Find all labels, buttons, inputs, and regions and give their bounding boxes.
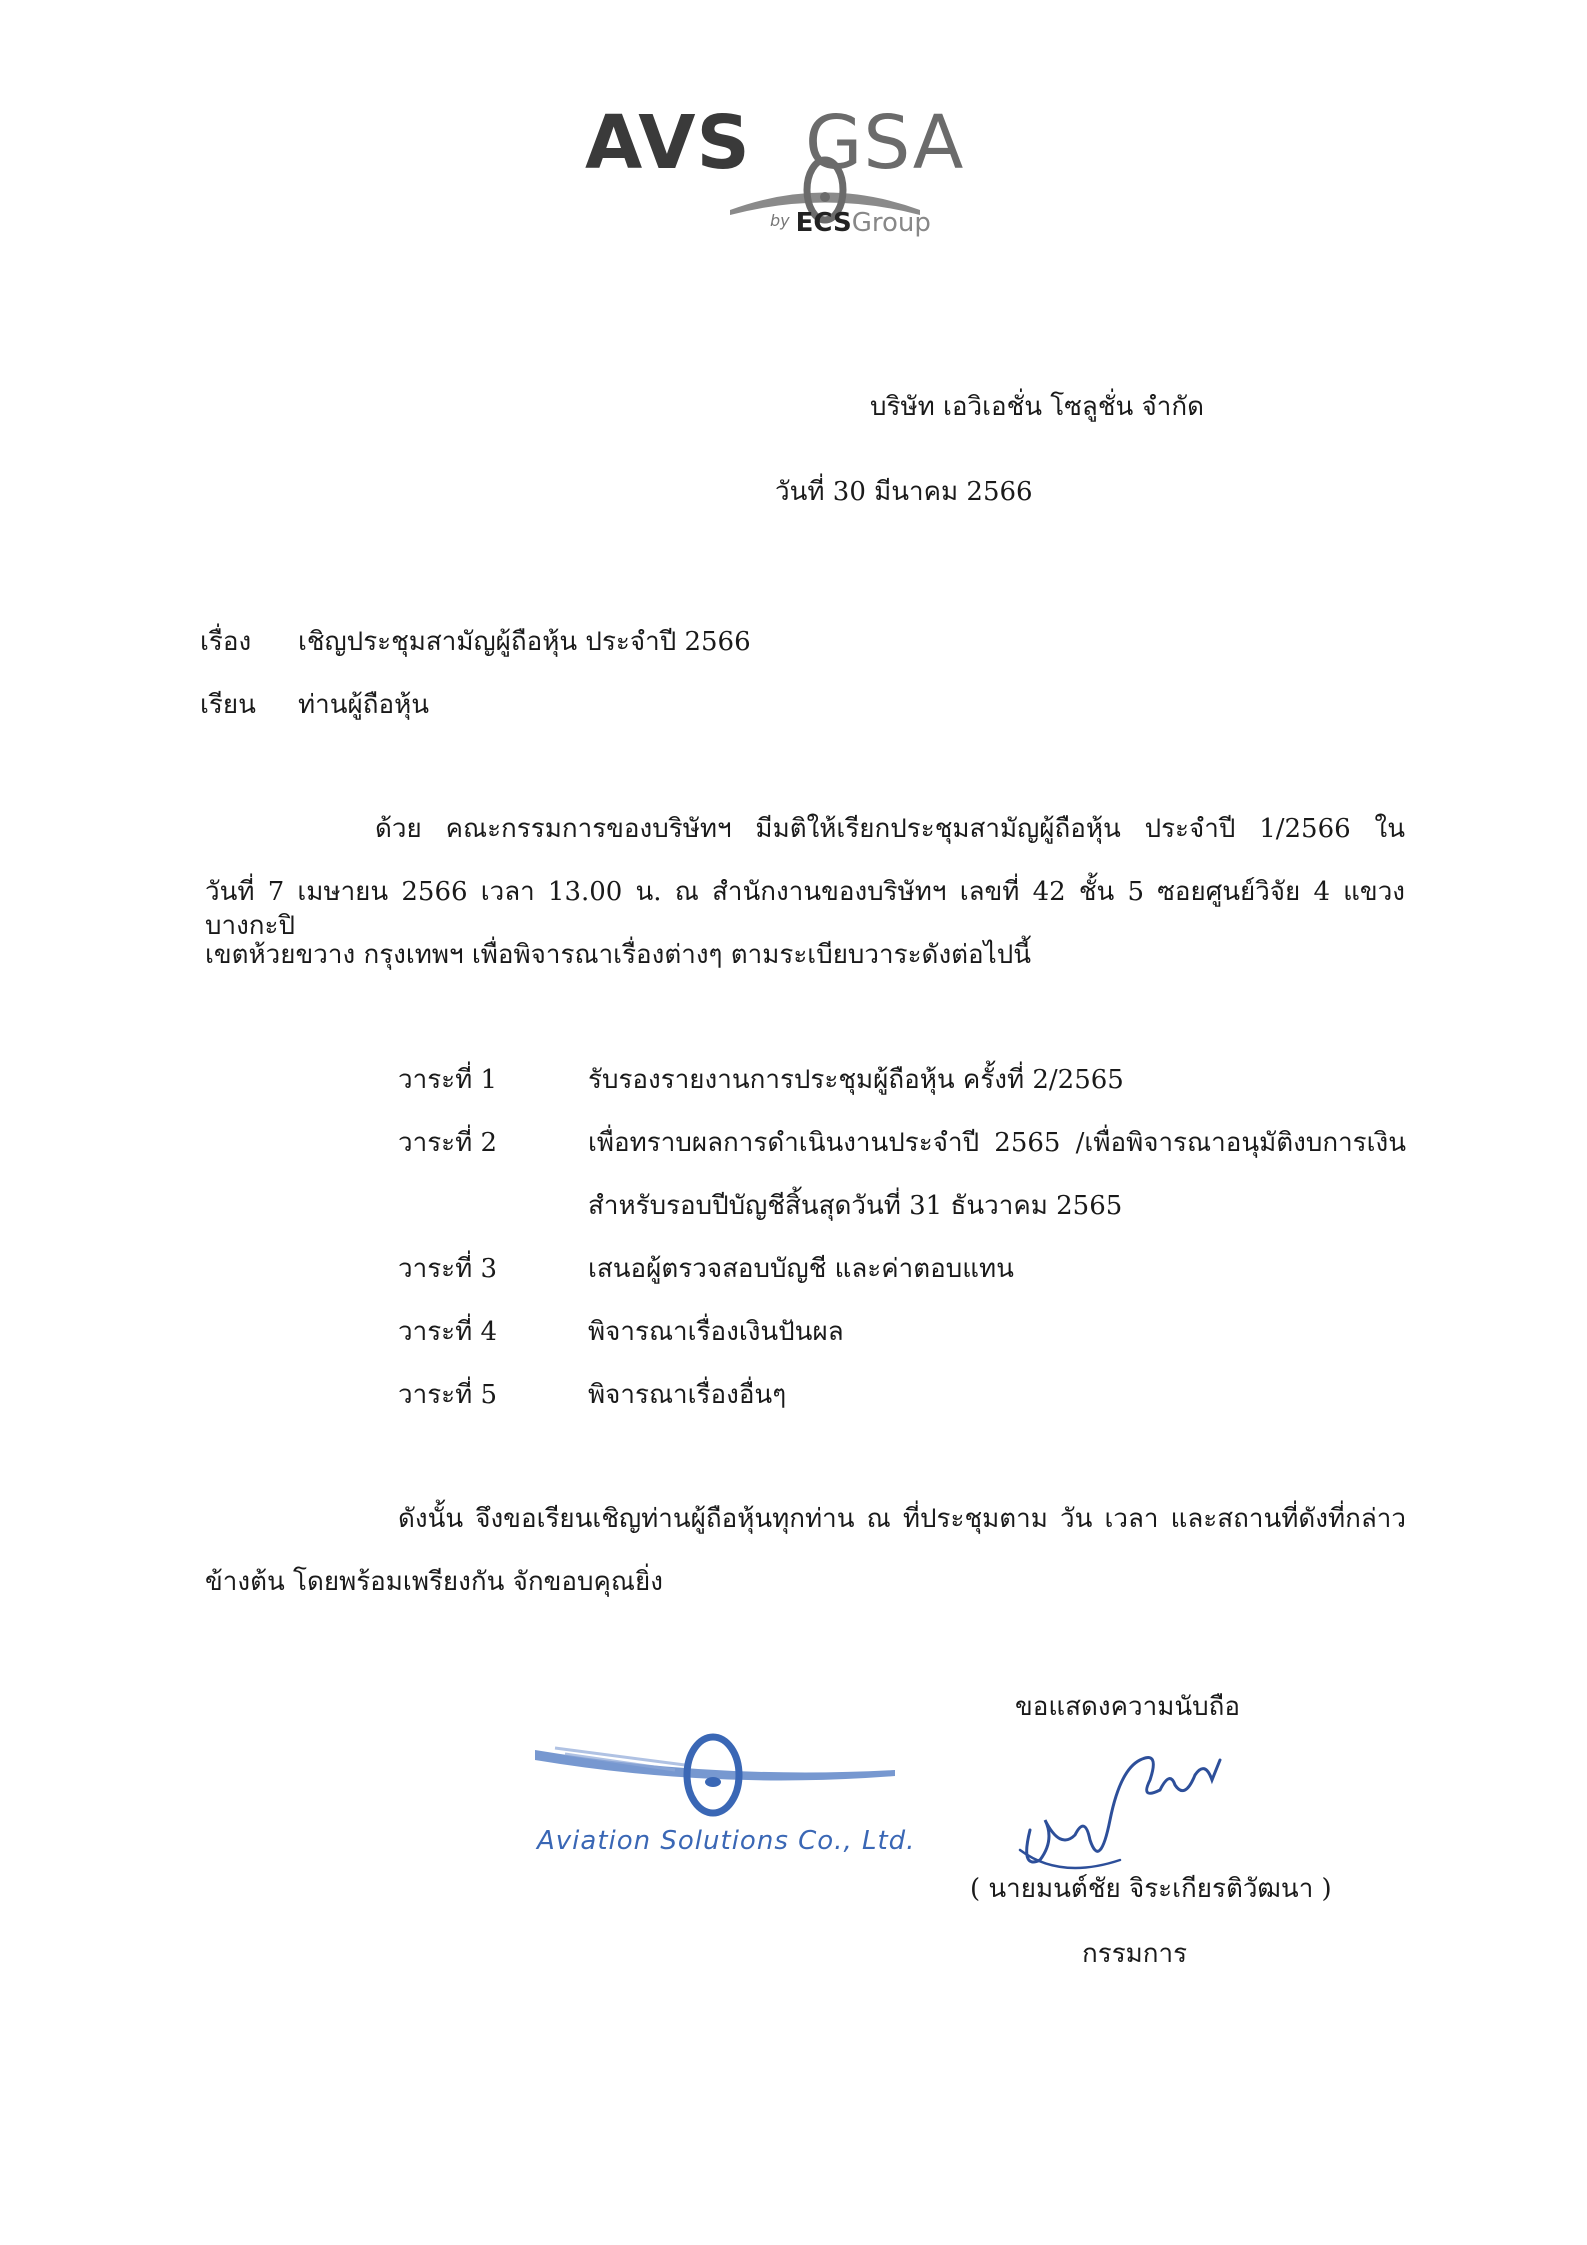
agenda-text-2: เพื่อทราบผลการดำเนินงานประจำปี 2565 /เพื่อพิจารณาอนุมัติงบการเงิน [588,1128,1406,1158]
logo-tagline [770,195,931,241]
regards-text: ขอแสดงความนับถือ [1015,1692,1240,1722]
subject-label: เรื่อง [200,627,252,657]
letter-date: วันที่ 30 มีนาคม 2566 [775,477,1033,507]
to-value: ท่านผู้ถือหุ้น [298,690,430,720]
signer-title: กรรมการ [1082,1939,1188,1969]
company-stamp [535,1730,916,1870]
company-logo [575,95,995,245]
stamp-text: Aviation Solutions Co., Ltd. [537,1826,916,1856]
closing-line-2: ข้างต้น โดยพร้อมเพรียงกัน จักขอบคุณยิ่ง [205,1567,663,1597]
intro-line-1: ด้วย คณะกรรมการของบริษัทฯ มีมติให้เรียกประชุมสามัญผู้ถือหุ้น ประจำปี 1/2566 ใน [375,814,1405,844]
agenda-text-4: พิจารณาเรื่องเงินปันผล [588,1317,844,1347]
agenda-label-5: วาระที่ 5 [398,1380,498,1410]
logo-group: Group [851,208,931,238]
intro-line-2: วันที่ 7 เมษายน 2566 เวลา 13.00 น. ณ สำนักงานของบริษัทฯ เลขที่ 42 ชั้น 5 ซอยศูนย์วิจัย 4 แขวงบางกะปิ [205,877,1405,941]
agenda-text-3: เสนอผู้ตรวจสอบบัญชี และค่าตอบแทน [588,1254,1014,1284]
handwritten-signature [1000,1720,1240,1880]
signer-name: ( นายมนต์ชัย จิระเกียรติวัฒนา ) [970,1874,1332,1904]
logo-ecs: ECS [795,208,852,238]
agenda-text-5: พิจารณาเรื่องอื่นๆ [588,1380,787,1410]
subject-value: เชิญประชุมสามัญผู้ถือหุ้น ประจำปี 2566 [298,627,751,657]
agenda-text-2b: สำหรับรอบปีบัญชีสิ้นสุดวันที่ 31 ธันวาคม 2565 [588,1191,1123,1221]
agenda-label-2: วาระที่ 2 [398,1128,498,1158]
company-name: บริษัท เอวิเอชั่น โซลูชั่น จำกัด [870,392,1204,422]
agenda-text-1: รับรองรายงานการประชุมผู้ถือหุ้น ครั้งที่ 2/2565 [588,1065,1124,1095]
logo-by: by [770,210,790,230]
logo-gsa: GSA [805,100,965,186]
closing-line-1: ดังนั้น จึงขอเรียนเชิญท่านผู้ถือหุ้นทุกท่าน ณ ที่ประชุมตาม วัน เวลา และสถานที่ดังที่กล่าว [398,1504,1406,1534]
agenda-label-1: วาระที่ 1 [398,1065,498,1095]
agenda-label-4: วาระที่ 4 [398,1317,498,1347]
agenda-label-3: วาระที่ 3 [398,1254,498,1284]
intro-line-3: เขตห้วยขวาง กรุงเทพฯ เพื่อพิจารณาเรื่องต่างๆ ตามระเบียบวาระดังต่อไปนี้ [205,940,1031,970]
stamp-airplane-icon [535,1730,895,1830]
to-label: เรียน [200,690,256,720]
logo-avs: AVS [585,100,751,186]
